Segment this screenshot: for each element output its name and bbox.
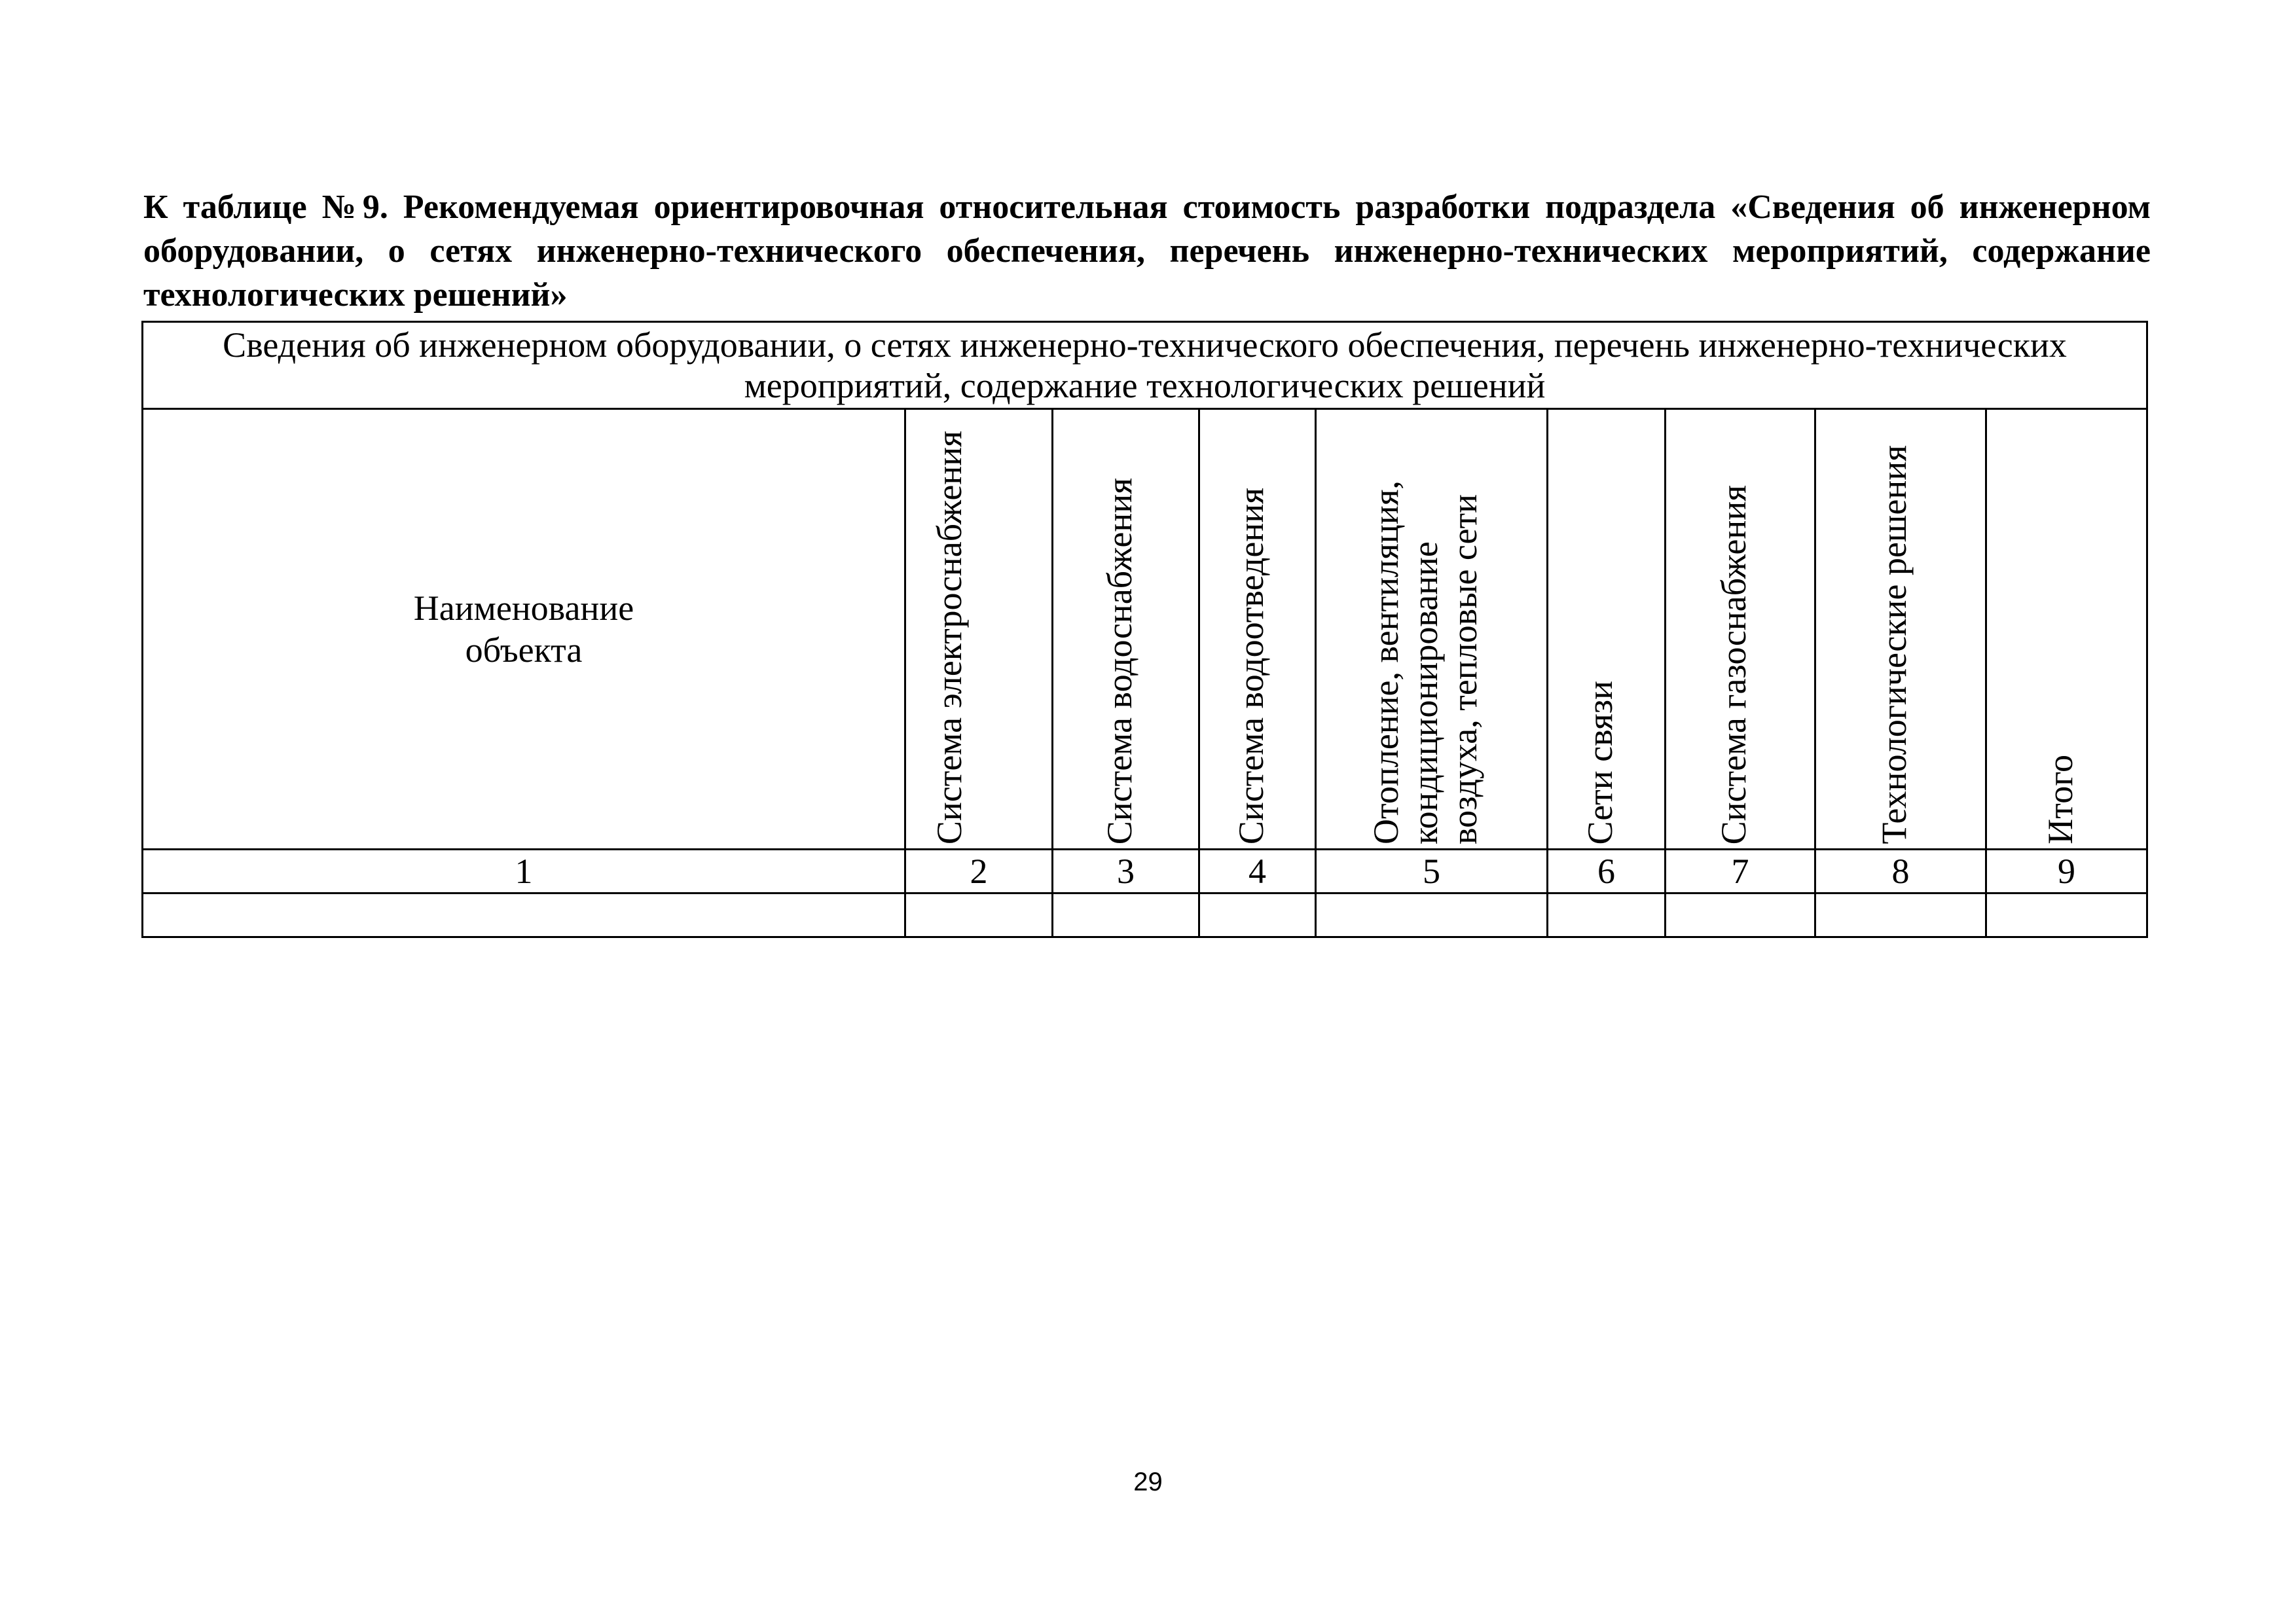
column-number-cell: 6 <box>1548 850 1666 893</box>
page-number: 29 <box>1133 1468 1163 1496</box>
column-header-cell <box>1199 409 1316 850</box>
column-header-cell <box>1666 409 1815 850</box>
column-header-cell <box>1815 409 1986 850</box>
group-header-row <box>143 322 2147 409</box>
column-header-label: Отопление, вентиляция, кондиционирование воздуха, тепловые сети <box>1366 480 1484 844</box>
column-header-label: Система электроснабжения <box>930 430 969 844</box>
column-header-label: Система водоотведения <box>1231 487 1271 844</box>
column-number-cell: 1 <box>143 850 905 893</box>
empty-cell <box>1815 893 1986 937</box>
empty-cell <box>1316 893 1548 937</box>
column-number-cell: 9 <box>1986 850 2147 893</box>
empty-cell <box>1986 893 2147 937</box>
column-number-row <box>143 850 2147 893</box>
name-header-text: Наименование объекта <box>413 588 634 670</box>
name-header-cell <box>143 409 905 850</box>
column-header-label: Система газоснабжения <box>1714 484 1753 844</box>
column-number-cell: 4 <box>1199 850 1316 893</box>
group-header-cell: Сведения об инженерном оборудовании, о сетях инженерно-технического обеспечения, перечень инженерно-технических мероприятий, содержание технологических решений <box>143 322 2147 409</box>
column-header-row <box>143 409 2147 850</box>
column-header-cell <box>1986 409 2147 850</box>
column-number-cell: 8 <box>1815 850 1986 893</box>
column-header-cell <box>1316 409 1548 850</box>
column-header-label: Сети связи <box>1580 680 1620 844</box>
empty-data-row <box>143 893 2147 937</box>
empty-cell <box>905 893 1053 937</box>
cost-table <box>141 321 2148 938</box>
document-title: К таблице №9. Рекомендуемая ориентировочная относительная стоимость разработки подраздела «Сведения об инженерном оборудовании, о сетях инженерно-технического обеспечения, перечень инженерно-технических мероприятий, содержание технологических решений» <box>143 189 2151 314</box>
column-number-cell: 7 <box>1666 850 1815 893</box>
column-number-cell: 5 <box>1316 850 1548 893</box>
column-header-label: Система водоснабжения <box>1099 477 1139 844</box>
column-header-label: Технологические решения <box>1874 445 1914 844</box>
column-header-cell <box>905 409 1053 850</box>
column-header-label: Итого <box>2040 755 2080 844</box>
column-header-cell <box>1548 409 1666 850</box>
empty-cell <box>1053 893 1199 937</box>
empty-cell <box>1199 893 1316 937</box>
column-number-cell: 2 <box>905 850 1053 893</box>
empty-cell <box>1548 893 1666 937</box>
empty-cell <box>143 893 905 937</box>
empty-cell <box>1666 893 1815 937</box>
column-header-cell <box>1053 409 1199 850</box>
column-number-cell: 3 <box>1053 850 1199 893</box>
